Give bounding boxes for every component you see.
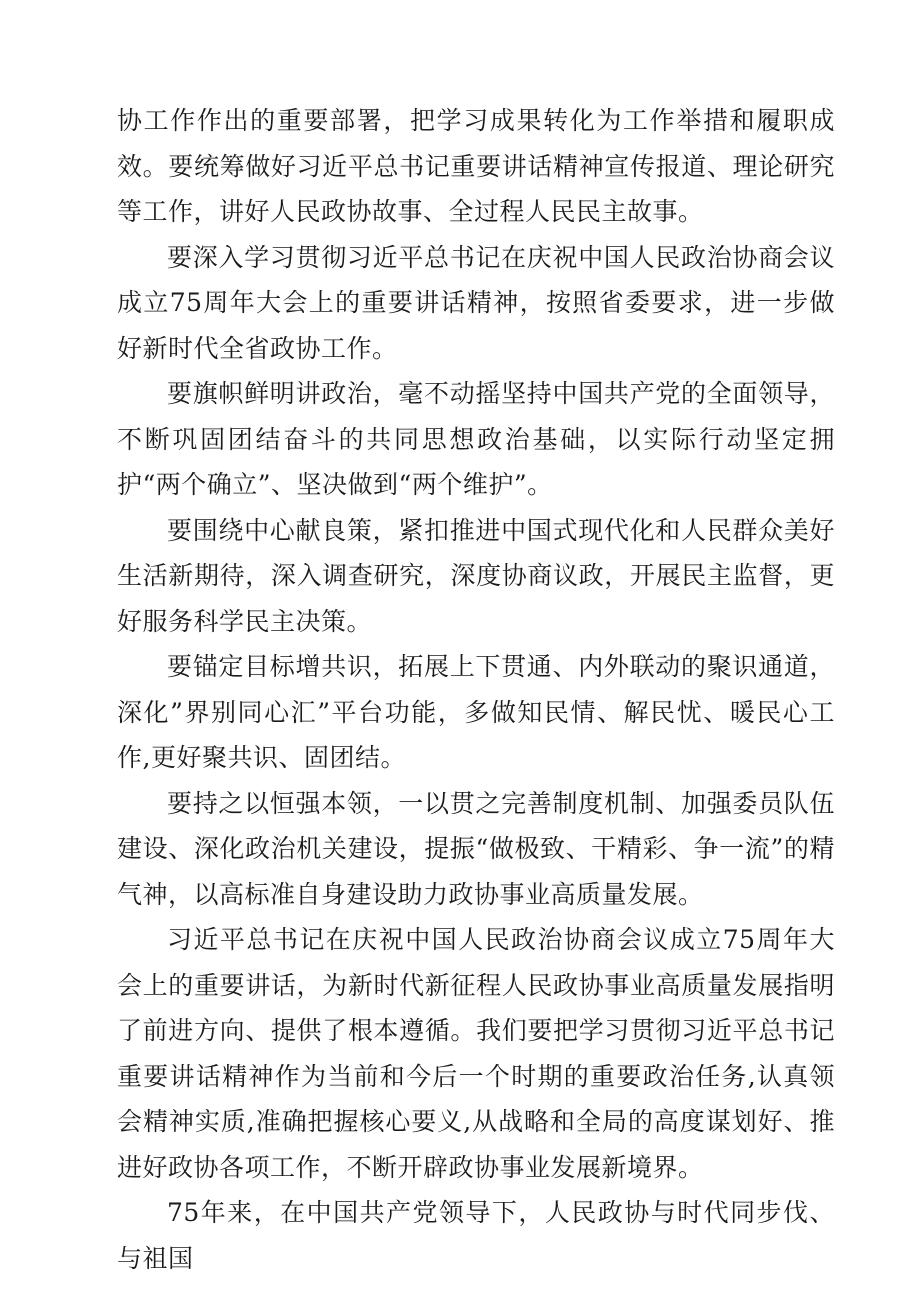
paragraph-1: 协工作作出的重要部署，把学习成果转化为工作举措和履职成效。要统筹做好习近平总书记重要讲话精神宣传报道、理论研究等工作，讲好人民政协故事、全过程人民民主故事。 bbox=[117, 106, 835, 226]
paragraph-2: 要深入学习贯彻习近平总书记在庆祝中国人民政治协商会议成立75周年大会上的重要讲话精神，按照省委要求，进一步做好新时代全省政协工作。 bbox=[117, 242, 835, 363]
paragraph-4: 要围绕中心献良策，紧扣推进中国式现代化和人民群众美好生活新期待，深入调查研究，深度协商议政，开展民主监督，更好服务科学民主决策。 bbox=[117, 515, 835, 636]
paragraph-6: 要持之以恒强本领，一以贯之完善制度机制、加强委员队伍建设、深化政治机关建设，提振“做极致、干精彩、争一流”的精气神，以高标准自身建设助力政协事业高质量发展。 bbox=[117, 788, 835, 909]
paragraph-3: 要旗帜鲜明讲政治，毫不动摇坚持中国共产党的全面领导，不断巩固团结奋斗的共同思想政治基础，以实际行动坚定拥护“两个确立”、坚决做到“两个维护”。 bbox=[117, 379, 835, 499]
document-body bbox=[117, 98, 835, 1281]
paragraph-5: 要锚定目标增共识，拓展上下贯通、内外联动的聚识通道，深化”界别同心汇”平台功能，多做知民情、解民忧、暖民心工作,更好聚共识、固团结。 bbox=[117, 652, 835, 772]
paragraph-8: 75年来，在中国共产党领导下，人民政协与时代同步伐、与祖国 bbox=[117, 1198, 835, 1273]
paragraph-7: 习近平总书记在庆祝中国人民政治协商会议成立75周年大会上的重要讲话，为新时代新征程人民政协事业高质量发展指明了前进方向、提供了根本遵循。我们要把学习贯彻习近平总书记重要讲话精神作为当前和今后一个时期的重要政治任务,认真领会精神实质,准确把握核心要义,从战略和全局的高度谋划好、推进好政协各项工作，不断开辟政协事业发展新境界。 bbox=[117, 925, 835, 1182]
